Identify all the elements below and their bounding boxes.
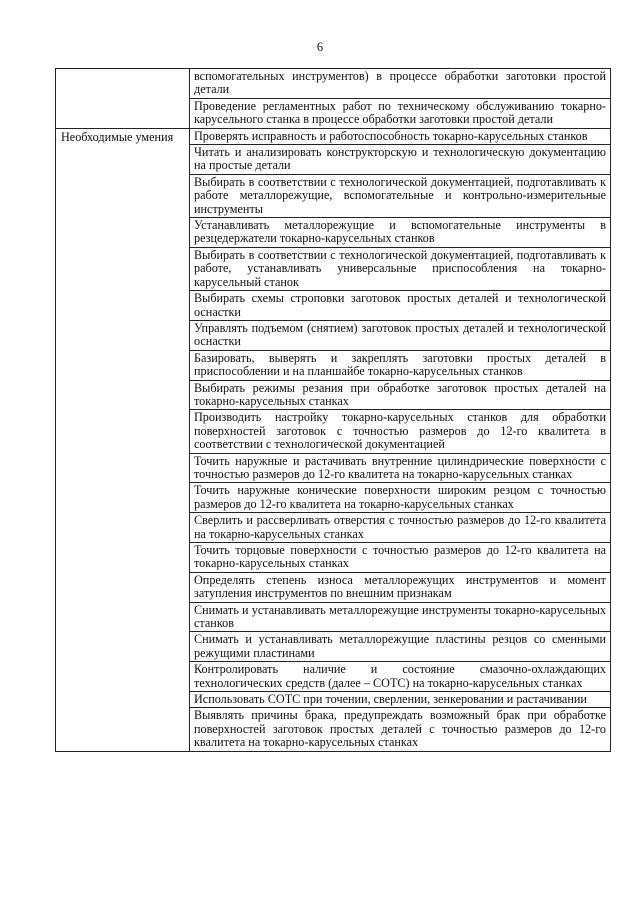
description-cell: Выбирать в соответствии с технологической документацией, подготавливать к работе, устанавливать универсальные приспособления на токарно-карусельный станок [190, 247, 611, 290]
page-number: 6 [316, 40, 324, 54]
description-cell: Точить наружные конические поверхности широким резцом с точностью размеров до 12-го квалитета на токарно-карусельных станках [190, 483, 611, 513]
description-cell: Выбирать схемы строповки заготовок простых деталей и технологической оснастки [190, 291, 611, 321]
table-row [56, 69, 611, 99]
description-cell: Управлять подъемом (снятием) заготовок простых деталей и технологической оснастки [190, 320, 611, 350]
description-cell: Использовать СОТС при точении, сверлении, зенкеровании и растачивании [190, 692, 611, 708]
table-row [56, 128, 611, 144]
description-cell: Базировать, выверять и закреплять заготовки простых деталей в приспособлении и на планшайбе токарно-карусельных станков [190, 350, 611, 380]
description-cell: Определять степень износа металлорежущих инструментов и момент затупления инструментов по внешним признакам [190, 572, 611, 602]
description-cell: Снимать и устанавливать металлорежущие инструменты токарно-карусельных станков [190, 602, 611, 632]
row-label-empty [56, 69, 190, 129]
description-cell: Сверлить и рассверливать отверстия с точностью размеров до 12-го квалитета на токарно-карусельных станках [190, 513, 611, 543]
description-cell: Выбирать режимы резания при обработке заготовок простых деталей на токарно-карусельных станках [190, 380, 611, 410]
description-cell: Устанавливать металлорежущие и вспомогательные инструменты в резцедержатели токарно-карусельных станков [190, 218, 611, 248]
description-cell: Точить наружные и растачивать внутренние цилиндрические поверхности с точностью размеров до 12-го квалитета на токарно-карусельных станках [190, 453, 611, 483]
requirements-table [55, 68, 611, 752]
description-cell: Снимать и устанавливать металлорежущие пластины резцов со сменными режущими пластинами [190, 632, 611, 662]
description-cell: Производить настройку токарно-карусельных станков для обработки поверхностей заготовок с точностью размеров до 12-го квалитета в соответствии с технологической документацией [190, 410, 611, 453]
description-cell: Выбирать в соответствии с технологической документацией, подготавливать к работе металлорежущие, вспомогательные и контрольно-измерительные инструменты [190, 174, 611, 217]
description-cell: Выявлять причины брака, предупреждать возможный брак при обработке поверхностей заготовок простых деталей с точностью размеров до 12-го квалитета на токарно-карусельных станках [190, 708, 611, 751]
row-label-skills: Необходимые умения [56, 128, 190, 751]
description-cell: Читать и анализировать конструкторскую и технологическую документацию на простые детали [190, 145, 611, 175]
description-cell: Контролировать наличие и состояние смазочно-охлаждающих технологических средств (далее – СОТС) на токарно-карусельных станках [190, 662, 611, 692]
description-cell: вспомогательных инструментов) в процессе обработки заготовки простой детали [190, 69, 611, 99]
description-cell: Проверять исправность и работоспособность токарно-карусельных станков [190, 128, 611, 144]
description-cell: Точить торцовые поверхности с точностью размеров до 12-го квалитета на токарно-карусельных станках [190, 543, 611, 573]
description-cell: Проведение регламентных работ по техническому обслуживанию токарно-карусельного станка в процессе обработки заготовки простой детали [190, 98, 611, 128]
